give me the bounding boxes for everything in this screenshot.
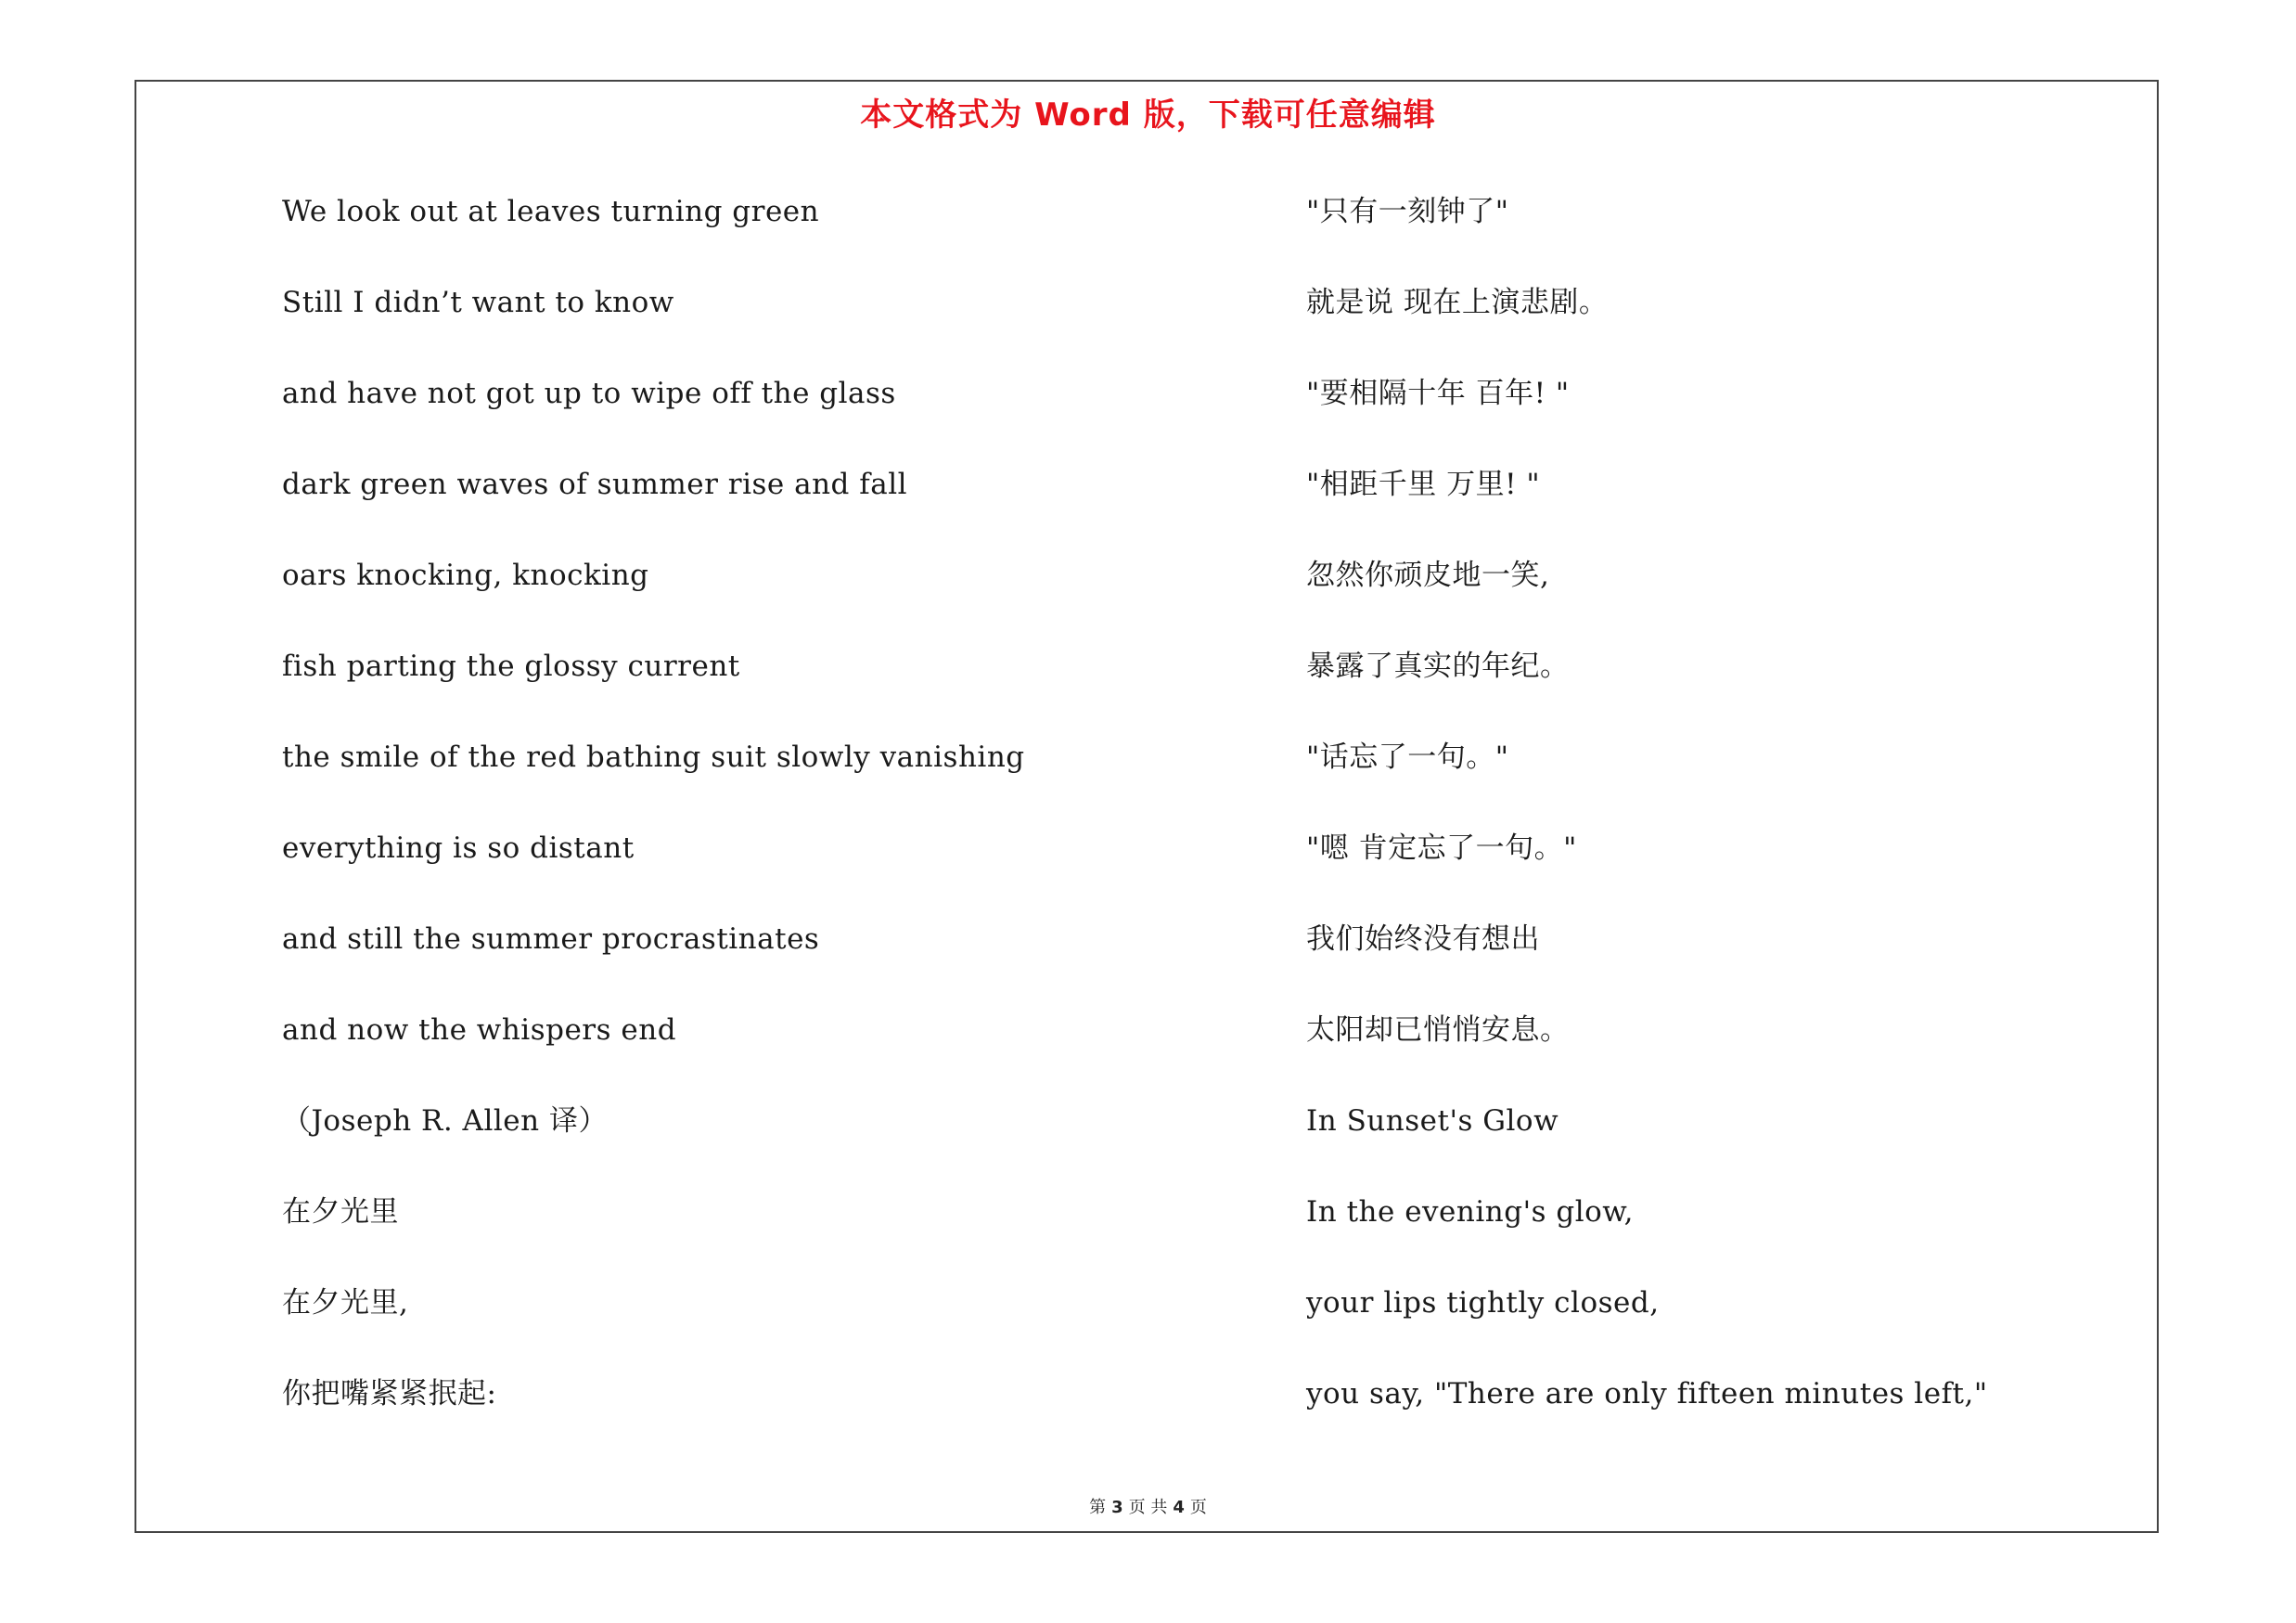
footer-suffix: 页 bbox=[1189, 1498, 1207, 1517]
poem-line: In the evening's glow, bbox=[1306, 1195, 1634, 1229]
page-footer bbox=[0, 1494, 2296, 1518]
poem-title: 在夕光里 bbox=[282, 1195, 399, 1229]
poem-line: 就是说 现在上演悲剧。 bbox=[1306, 286, 1609, 319]
current-page-number: 3 bbox=[1111, 1498, 1123, 1517]
poem-line: oars knocking, knocking bbox=[282, 559, 649, 592]
poem-line: "话忘了一句。" bbox=[1306, 741, 1509, 774]
poem-line: fish parting the glossy current bbox=[282, 650, 740, 683]
poem-line: dark green waves of summer rise and fall bbox=[282, 468, 908, 501]
poem-line: 太阳却已悄悄安息。 bbox=[1306, 1013, 1570, 1047]
header-banner: 本文格式为 Word 版，下载可任意编辑 bbox=[860, 97, 1436, 134]
poem-title: In Sunset's Glow bbox=[1306, 1104, 1559, 1138]
footer-prefix: 第 bbox=[1089, 1498, 1107, 1517]
footer-middle: 页 共 bbox=[1128, 1498, 1168, 1517]
poem-line: 暴露了真实的年纪。 bbox=[1306, 650, 1570, 683]
poem-line: "只有一刻钟了" bbox=[1306, 195, 1509, 228]
left-column bbox=[282, 184, 1256, 1457]
poem-line: everything is so distant bbox=[282, 831, 635, 865]
poem-line: "嗯 肯定忘了一句。" bbox=[1306, 831, 1577, 865]
poem-line: 我们始终没有想出 bbox=[1306, 922, 1540, 956]
poem-line: and have not got up to wipe off the glass bbox=[282, 377, 896, 410]
poem-line: Still I didn’t want to know bbox=[282, 286, 674, 319]
poem-line: and still the summer procrastinates bbox=[282, 922, 820, 956]
right-column bbox=[1306, 184, 2141, 1457]
translator-credit: （Joseph R. Allen 译） bbox=[282, 1104, 608, 1138]
poem-line: "要相隔十年 百年! " bbox=[1306, 377, 1570, 410]
poem-line: 在夕光里, bbox=[282, 1286, 409, 1320]
poem-line: "相距千里 万里! " bbox=[1306, 468, 1541, 501]
poem-line: your lips tightly closed, bbox=[1306, 1286, 1660, 1320]
poem-line: you say, "There are only fifteen minutes left," bbox=[1306, 1377, 1988, 1410]
poem-line: 忽然你顽皮地一笑, bbox=[1306, 559, 1550, 592]
total-pages-number: 4 bbox=[1173, 1498, 1185, 1517]
poem-line: the smile of the red bathing suit slowly vanishing bbox=[282, 741, 1025, 774]
poem-line: 你把嘴紧紧抿起: bbox=[282, 1377, 497, 1410]
poem-line: and now the whispers end bbox=[282, 1013, 677, 1047]
poem-line: We look out at leaves turning green bbox=[282, 195, 820, 228]
